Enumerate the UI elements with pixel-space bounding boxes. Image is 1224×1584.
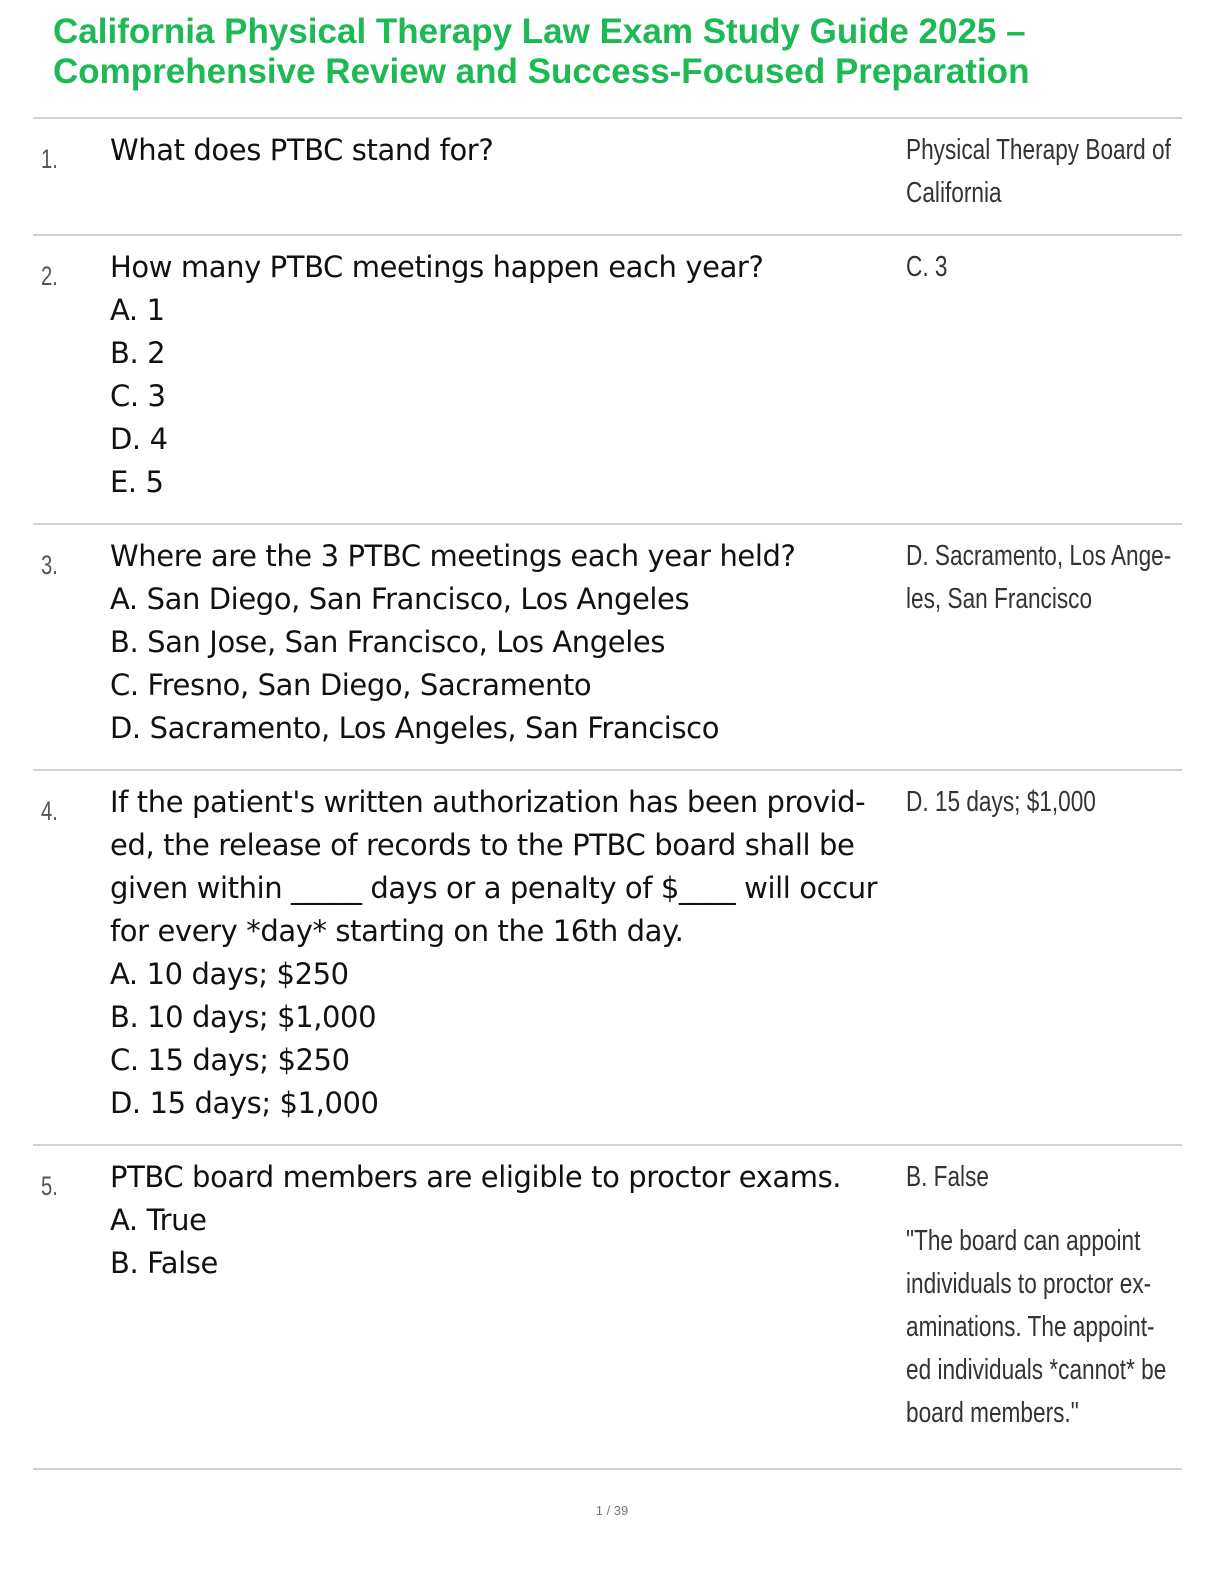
option-e: E. 5 bbox=[110, 465, 164, 499]
question-text bbox=[110, 1156, 905, 1285]
question-row-3 bbox=[33, 525, 1182, 771]
answer-line: D. 15 days; $1,000 bbox=[906, 786, 1096, 818]
question-text bbox=[110, 129, 905, 172]
option-b: B. 2 bbox=[110, 336, 166, 370]
answer-text bbox=[906, 1156, 1182, 1435]
explanation-line: aminations. The appoint- bbox=[906, 1311, 1155, 1343]
option-d: D. Sacramento, Los Angeles, San Francisco bbox=[110, 711, 720, 745]
page-indicator: 1 / 39 bbox=[595, 1503, 629, 1518]
question-line: for every *day* starting on the 16th day. bbox=[110, 914, 684, 948]
question-line: If the patient's written authorization has been provid- bbox=[110, 785, 866, 819]
answer-text bbox=[906, 129, 1182, 215]
question-row-1 bbox=[33, 119, 1182, 236]
question-text bbox=[110, 781, 905, 1125]
question-line: given within _____ days or a penalty of $____ will occur bbox=[110, 871, 878, 905]
answer-line: D. Sacramento, Los Ange- bbox=[906, 540, 1172, 572]
explanation-line: individuals to proctor ex- bbox=[906, 1268, 1152, 1300]
question-row-5 bbox=[33, 1146, 1182, 1470]
question-number: 4. bbox=[41, 796, 58, 826]
question-row-2 bbox=[33, 236, 1182, 525]
title-line-2: Comprehensive Review and Success-Focused Preparation bbox=[53, 52, 1030, 91]
option-b: B. San Jose, San Francisco, Los Angeles bbox=[110, 625, 666, 659]
question-line: How many PTBC meetings happen each year? bbox=[110, 250, 764, 284]
option-a: A. True bbox=[110, 1203, 207, 1237]
answer-line: California bbox=[906, 177, 1002, 209]
option-b: B. False bbox=[110, 1246, 218, 1280]
question-line: Where are the 3 PTBC meetings each year held? bbox=[110, 539, 796, 573]
answer-line: les, San Francisco bbox=[906, 583, 1093, 615]
question-line: ed, the release of records to the PTBC board shall be bbox=[110, 828, 855, 862]
question-number: 1. bbox=[41, 144, 58, 174]
option-a: A. 1 bbox=[110, 293, 165, 327]
question-row-4 bbox=[33, 771, 1182, 1146]
explanation-line: "The board can appoint bbox=[906, 1225, 1141, 1257]
answer-line: B. False bbox=[906, 1161, 989, 1193]
answer-text bbox=[906, 781, 1182, 824]
option-b: B. 10 days; $1,000 bbox=[110, 1000, 377, 1034]
question-line: PTBC board members are eligible to proctor exams. bbox=[110, 1160, 842, 1194]
question-number: 5. bbox=[41, 1171, 58, 1201]
answer-text bbox=[906, 246, 1182, 289]
option-c: C. Fresno, San Diego, Sacramento bbox=[110, 668, 592, 702]
question-line: What does PTBC stand for? bbox=[110, 133, 494, 167]
option-c: C. 15 days; $250 bbox=[110, 1043, 350, 1077]
title-line-1: California Physical Therapy Law Exam Study Guide 2025 – bbox=[53, 12, 1026, 51]
question-number: 2. bbox=[41, 261, 58, 291]
answer-line: C. 3 bbox=[906, 251, 948, 283]
explanation-line: board members." bbox=[906, 1397, 1079, 1429]
question-text bbox=[110, 535, 905, 750]
option-d: D. 4 bbox=[110, 422, 168, 456]
option-d: D. 15 days; $1,000 bbox=[110, 1086, 379, 1120]
question-text bbox=[110, 246, 905, 504]
document-title bbox=[53, 12, 1173, 92]
option-a: A. San Diego, San Francisco, Los Angeles bbox=[110, 582, 690, 616]
question-number: 3. bbox=[41, 550, 58, 580]
option-c: C. 3 bbox=[110, 379, 166, 413]
answer-line: Physical Therapy Board of bbox=[906, 134, 1171, 166]
option-a: A. 10 days; $250 bbox=[110, 957, 349, 991]
explanation-line: ed individuals *cannot* be bbox=[906, 1354, 1167, 1386]
answer-text bbox=[906, 535, 1182, 621]
question-list bbox=[33, 117, 1182, 1470]
